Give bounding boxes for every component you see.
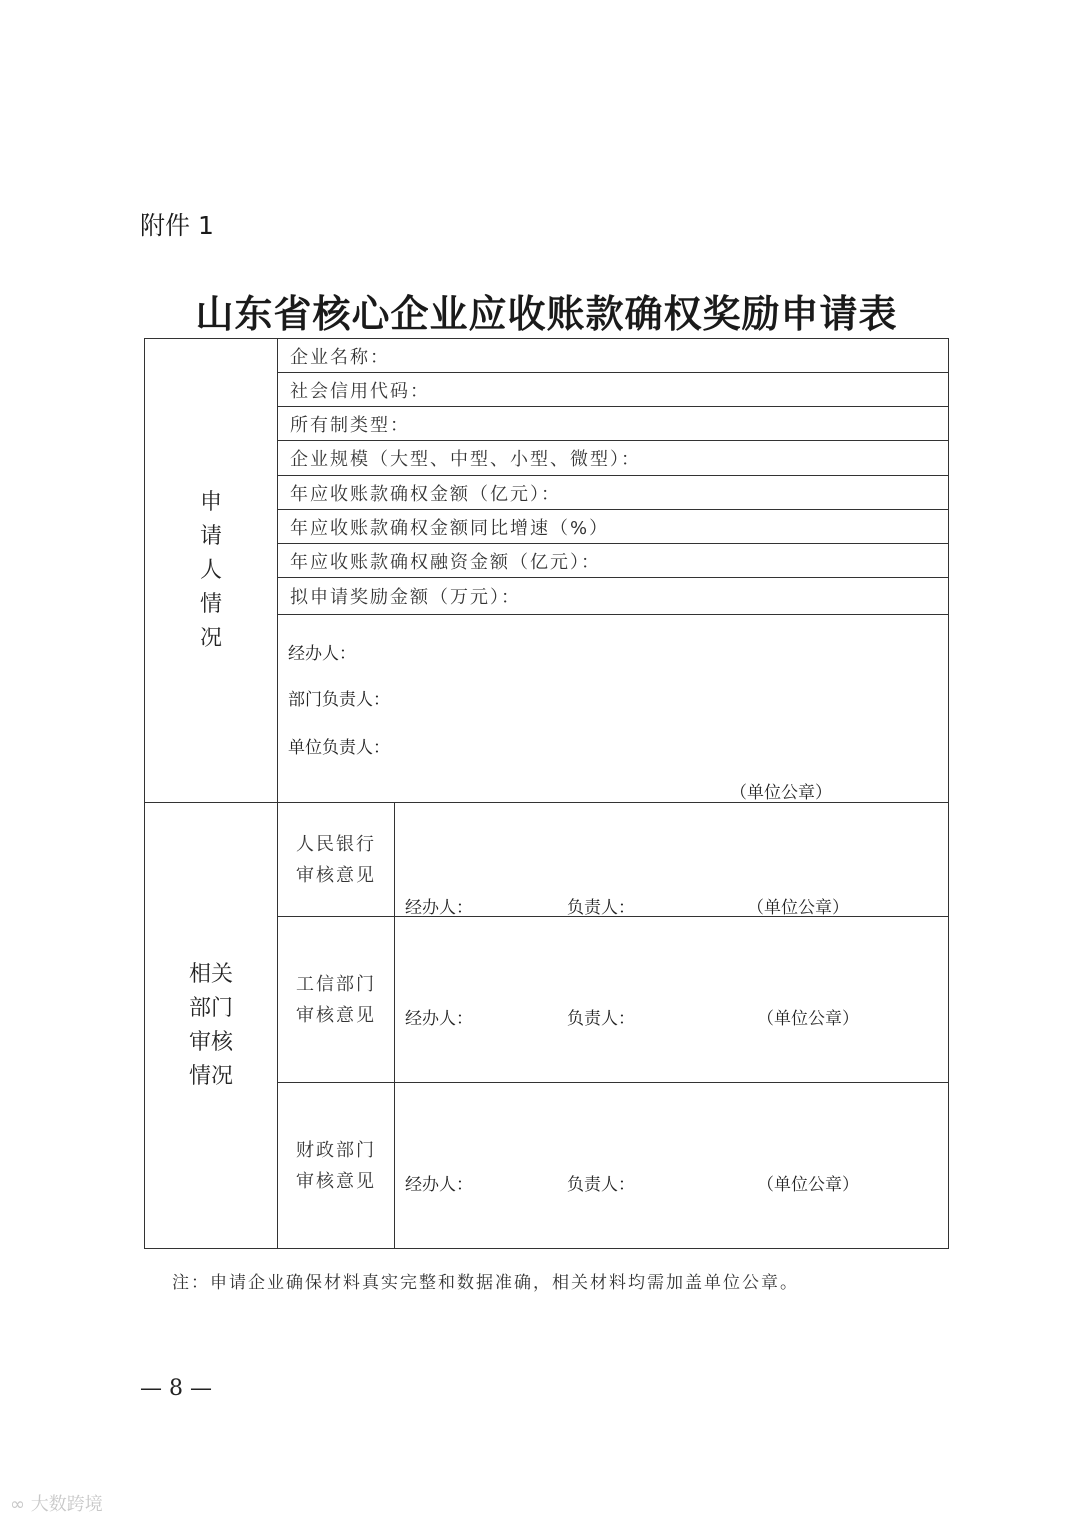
review-head-label: 负责人： [567, 898, 635, 918]
review-seal-label: （单位公章） [747, 898, 849, 918]
applicant-seal-label: （单位公章） [730, 783, 832, 803]
dept-label-pboc: 人民银行 审核意见 [278, 803, 395, 917]
review-cell-finance[interactable] [395, 1083, 949, 1249]
watermark [10, 1490, 103, 1516]
unit-head-label: 单位负责人： [288, 738, 390, 758]
applicant-signature-block[interactable] [278, 615, 949, 803]
field-yoy-growth[interactable]: 年应收账款确权金额同比增速（%） [278, 510, 949, 544]
review-handler-label: 经办人： [405, 1175, 473, 1195]
application-form-table [144, 338, 949, 1249]
review-seal-label: （单位公章） [757, 1009, 859, 1029]
review-cell-pboc[interactable] [395, 803, 949, 917]
dept-label-finance: 财政部门 审核意见 [278, 1083, 395, 1249]
review-handler-label: 经办人： [405, 898, 473, 918]
field-company-scale[interactable]: 企业规模（大型、中型、小型、微型）： [278, 441, 949, 476]
field-credit-code[interactable]: 社会信用代码： [278, 373, 949, 407]
footnote: 注：申请企业确保材料真实完整和数据准确，相关材料均需加盖单位公章。 [172, 1273, 799, 1293]
field-ownership-type[interactable]: 所有制类型： [278, 407, 949, 441]
field-confirmed-amount[interactable]: 年应收账款确权金额（亿元）： [278, 476, 949, 510]
watermark-logo-icon: ∞ [10, 1494, 25, 1515]
review-head-label: 负责人： [567, 1009, 635, 1029]
dept-head-label: 部门负责人： [288, 690, 390, 710]
field-company-name[interactable]: 企业名称： [278, 339, 949, 373]
dept-label-industry: 工信部门 审核意见 [278, 917, 395, 1083]
review-cell-industry[interactable] [395, 917, 949, 1083]
page-number: — 8 — [140, 1376, 212, 1401]
field-reward-amount[interactable]: 拟申请奖励金额（万元）： [278, 578, 949, 615]
handler-label: 经办人： [288, 644, 356, 664]
watermark-text: 大数跨境 [30, 1494, 103, 1515]
review-head-label: 负责人： [567, 1175, 635, 1195]
review-handler-label: 经办人： [405, 1009, 473, 1029]
review-seal-label: （单位公章） [757, 1175, 859, 1195]
field-financing-amount[interactable]: 年应收账款确权融资金额（亿元）： [278, 544, 949, 578]
attachment-label: 附件 1 [140, 211, 214, 240]
review-section-label: 相关 部门 审核 情况 [145, 803, 278, 1249]
applicant-section-label: 申 请 人 情 况 [145, 339, 278, 803]
form-title: 山东省核心企业应收账款确权奖励申请表 [195, 291, 898, 336]
